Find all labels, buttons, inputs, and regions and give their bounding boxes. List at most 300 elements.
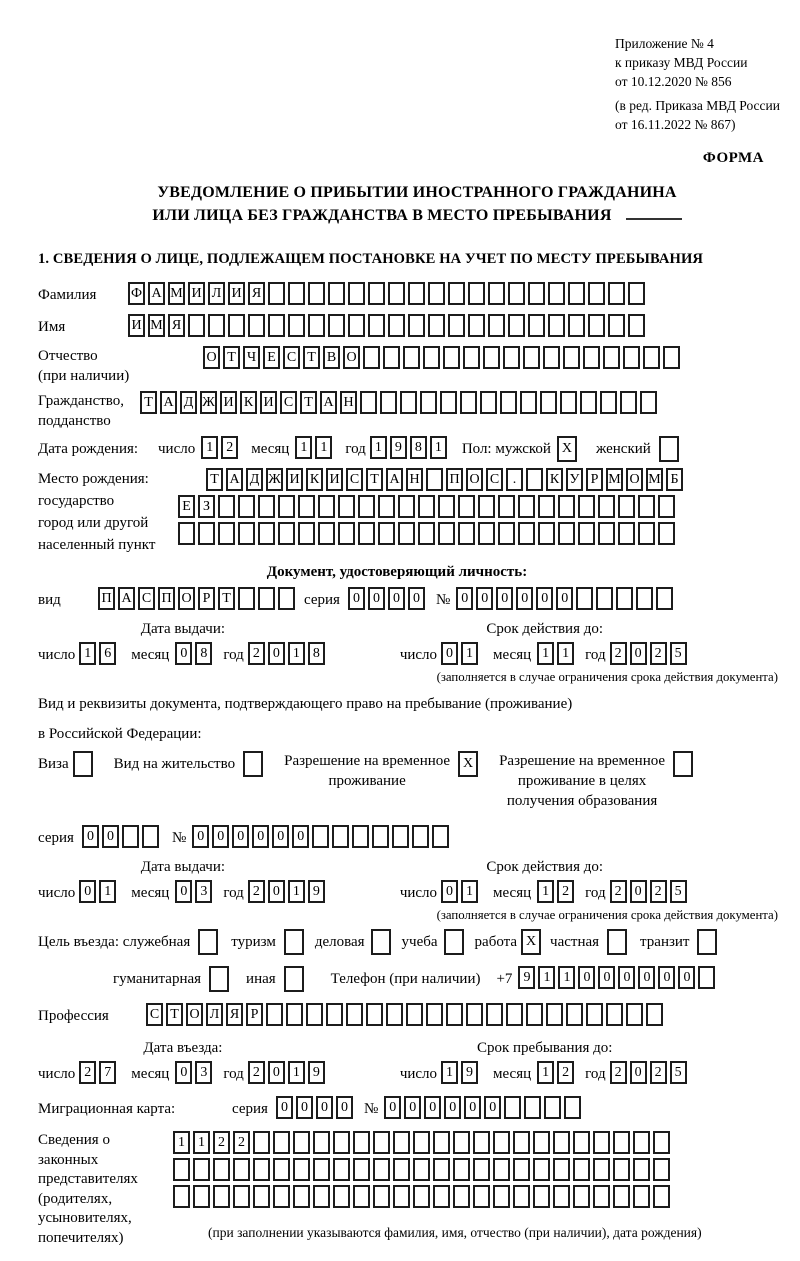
char-cell-empty xyxy=(548,314,565,337)
char-cell-filled: 2 xyxy=(557,880,574,903)
char-cell-filled: 2 xyxy=(248,880,265,903)
char-cell-filled: 0 xyxy=(424,1096,441,1119)
char-cell-filled: 0 xyxy=(638,966,655,989)
month-label: месяц xyxy=(493,885,532,901)
char-cell-empty xyxy=(433,1131,450,1154)
char-cell-filled: 3 xyxy=(195,1061,212,1084)
patronymic-cells xyxy=(203,346,683,369)
char-cell-empty xyxy=(573,1158,590,1181)
passport-issue-month-cells xyxy=(175,642,215,665)
char-cell-filled: 0 xyxy=(388,587,405,610)
char-cell-empty xyxy=(616,587,633,610)
char-cell-filled: И xyxy=(286,468,303,491)
char-cell-empty xyxy=(553,1185,570,1208)
char-cell-filled: 5 xyxy=(670,642,687,665)
char-cell-empty xyxy=(284,929,304,955)
stay-doc-valid-month-cells xyxy=(537,880,577,903)
char-cell-empty xyxy=(607,929,627,955)
char-cell-empty xyxy=(338,495,355,518)
char-cell-empty xyxy=(298,522,315,545)
char-cell-filled: Е xyxy=(263,346,280,369)
passport-valid-month-cells xyxy=(537,642,577,665)
char-cell-filled: 9 xyxy=(308,1061,325,1084)
tourism-label: туризм xyxy=(231,934,276,950)
char-cell-empty xyxy=(298,495,315,518)
char-cell-empty xyxy=(656,587,673,610)
passport-number-cells xyxy=(456,587,676,610)
purpose-tourism-checkbox xyxy=(284,929,307,955)
work-label: работа xyxy=(474,934,518,950)
char-cell-filled: X xyxy=(458,751,478,777)
stay-day-cells xyxy=(441,1061,481,1084)
char-cell-empty xyxy=(408,314,425,337)
number-label: № xyxy=(171,830,187,846)
entry-month-cells xyxy=(175,1061,215,1084)
char-cell-filled: У xyxy=(566,468,583,491)
char-cell-empty xyxy=(560,391,577,414)
year-label: год xyxy=(223,647,244,663)
stay-month-cells xyxy=(537,1061,577,1084)
purpose-label: Цель въезда: служебная xyxy=(38,934,191,950)
entry-date-col xyxy=(38,1038,328,1088)
char-cell-empty xyxy=(544,1096,561,1119)
char-cell-empty xyxy=(504,1096,521,1119)
birth-month-cells xyxy=(295,436,335,459)
char-cell-filled: 9 xyxy=(461,1061,478,1084)
char-cell-empty xyxy=(423,346,440,369)
char-cell-filled: Б xyxy=(666,468,683,491)
char-cell-empty xyxy=(538,522,555,545)
char-cell-filled: 0 xyxy=(348,587,365,610)
char-cell-filled: 0 xyxy=(272,825,289,848)
char-cell-empty xyxy=(663,346,680,369)
char-cell-filled: И xyxy=(260,391,277,414)
char-cell-empty xyxy=(478,495,495,518)
birth-place-row xyxy=(38,468,796,556)
char-cell-empty xyxy=(593,1158,610,1181)
purpose-study-checkbox xyxy=(444,929,467,955)
validity-footnote: (заполняется в случае ограничения срока действия документа) xyxy=(436,908,778,922)
char-cell-filled: 2 xyxy=(557,1061,574,1084)
char-cell-empty xyxy=(580,391,597,414)
char-cell-empty xyxy=(284,966,304,992)
header-line: к приказу МВД России xyxy=(615,55,748,70)
char-cell-empty xyxy=(518,495,535,518)
form-title xyxy=(38,181,796,227)
char-cell-filled: О xyxy=(178,587,195,610)
form-title-line1: УВЕДОМЛЕНИЕ О ПРИБЫТИИ ИНОСТРАННОГО ГРАЖДАНИНА xyxy=(157,184,677,201)
char-cell-filled: О xyxy=(203,346,220,369)
header-reference-block xyxy=(615,34,800,134)
char-cell-filled: М xyxy=(168,282,185,305)
char-cell-empty xyxy=(466,1003,483,1026)
char-cell-filled: А xyxy=(148,282,165,305)
purpose-other-checkbox xyxy=(284,966,307,992)
char-cell-filled: А xyxy=(320,391,337,414)
char-cell-empty xyxy=(238,587,255,610)
header-amendment-block xyxy=(615,96,800,134)
char-cell-empty xyxy=(528,282,545,305)
char-cell-empty xyxy=(526,468,543,491)
char-cell-filled: 1 xyxy=(557,642,574,665)
char-cell-filled: Р xyxy=(246,1003,263,1026)
char-cell-empty xyxy=(620,391,637,414)
month-label: месяц xyxy=(131,647,170,663)
char-cell-filled: 0 xyxy=(658,966,675,989)
char-cell-empty xyxy=(293,1158,310,1181)
char-cell-filled: 0 xyxy=(102,825,119,848)
stay-doc-issue-col xyxy=(38,857,328,907)
char-cell-filled: О xyxy=(466,468,483,491)
header-line: Приложение № 4 xyxy=(615,36,714,51)
number-label: № xyxy=(363,1101,379,1117)
purpose-row2-phone xyxy=(113,966,796,993)
header-line: (в ред. Приказа МВД России xyxy=(615,98,780,113)
char-cell-filled: 0 xyxy=(536,587,553,610)
char-cell-filled: Т xyxy=(206,468,223,491)
char-cell-empty xyxy=(633,1185,650,1208)
char-cell-empty xyxy=(426,468,443,491)
char-cell-filled: 0 xyxy=(268,1061,285,1084)
char-cell-empty xyxy=(233,1185,250,1208)
char-cell-empty xyxy=(353,1185,370,1208)
char-cell-empty xyxy=(348,282,365,305)
rvp-label: Разрешение на временное проживание xyxy=(284,753,451,789)
char-cell-empty xyxy=(213,1185,230,1208)
char-cell-empty xyxy=(500,391,517,414)
char-cell-filled: Я xyxy=(168,314,185,337)
char-cell-empty xyxy=(698,966,715,989)
char-cell-filled: 0 xyxy=(408,587,425,610)
char-cell-filled: 2 xyxy=(650,1061,667,1084)
char-cell-filled: 1 xyxy=(288,1061,305,1084)
char-cell-empty xyxy=(373,1158,390,1181)
char-cell-empty xyxy=(353,1158,370,1181)
char-cell-filled: С xyxy=(283,346,300,369)
char-cell-empty xyxy=(568,282,585,305)
profession-row xyxy=(38,1003,796,1030)
stay-doc-issue-month-cells xyxy=(175,880,215,903)
char-cell-empty xyxy=(273,1158,290,1181)
char-cell-empty xyxy=(633,1131,650,1154)
char-cell-filled: 9 xyxy=(390,436,407,459)
char-cell-empty xyxy=(273,1185,290,1208)
char-cell-empty xyxy=(413,1185,430,1208)
char-cell-empty xyxy=(468,282,485,305)
representatives-label: Сведения о законных представителях (родителях, усыновителях, попечителях) xyxy=(38,1132,138,1246)
birth-place-cells-row1 xyxy=(206,468,686,491)
stay-doc-text-line1: Вид и реквизиты документа, подтверждающего право на пребывание (проживание) xyxy=(38,696,573,712)
char-cell-filled: 0 xyxy=(476,587,493,610)
stay-doc-series-cells xyxy=(82,825,162,848)
char-cell-filled: Д xyxy=(180,391,197,414)
char-cell-empty xyxy=(373,1131,390,1154)
char-cell-empty xyxy=(278,522,295,545)
residence-permit-label: Вид на жительство xyxy=(113,756,236,772)
char-cell-empty xyxy=(366,1003,383,1026)
char-cell-filled: И xyxy=(228,282,245,305)
stay-doc-dates-block xyxy=(38,857,796,907)
char-cell-filled: 0 xyxy=(232,825,249,848)
char-cell-empty xyxy=(268,282,285,305)
char-cell-empty xyxy=(266,1003,283,1026)
char-cell-empty xyxy=(358,522,375,545)
day-label: число xyxy=(399,885,438,901)
char-cell-empty xyxy=(218,495,235,518)
char-cell-empty xyxy=(553,1158,570,1181)
char-cell-empty xyxy=(346,1003,363,1026)
char-cell-filled: 0 xyxy=(404,1096,421,1119)
char-cell-filled: 1 xyxy=(537,1061,554,1084)
char-cell-empty xyxy=(313,1158,330,1181)
char-cell-filled: Р xyxy=(198,587,215,610)
char-cell-filled: М xyxy=(606,468,623,491)
char-cell-filled: 5 xyxy=(670,880,687,903)
passport-valid-col xyxy=(400,619,690,669)
char-cell-filled: П xyxy=(158,587,175,610)
phone-label: Телефон (при наличии) xyxy=(330,971,481,987)
char-cell-filled: 0 xyxy=(630,1061,647,1084)
char-cell-empty xyxy=(568,314,585,337)
char-cell-filled: 0 xyxy=(336,1096,353,1119)
profession-cells xyxy=(146,1003,666,1026)
char-cell-empty xyxy=(388,282,405,305)
char-cell-filled: 0 xyxy=(316,1096,333,1119)
char-cell-filled: Е xyxy=(178,495,195,518)
char-cell-empty xyxy=(540,391,557,414)
char-cell-empty xyxy=(273,1131,290,1154)
char-cell-filled: 1 xyxy=(538,966,555,989)
char-cell-empty xyxy=(198,522,215,545)
char-cell-empty xyxy=(533,1185,550,1208)
char-cell-filled: 9 xyxy=(518,966,535,989)
char-cell-empty xyxy=(308,314,325,337)
char-cell-empty xyxy=(598,495,615,518)
char-cell-filled: 3 xyxy=(195,880,212,903)
char-cell-filled: 0 xyxy=(175,642,192,665)
char-cell-filled: 0 xyxy=(678,966,695,989)
char-cell-empty xyxy=(408,282,425,305)
char-cell-empty xyxy=(653,1158,670,1181)
char-cell-empty xyxy=(638,522,655,545)
char-cell-empty xyxy=(483,346,500,369)
char-cell-filled: М xyxy=(646,468,663,491)
char-cell-empty xyxy=(653,1131,670,1154)
char-cell-empty xyxy=(412,825,429,848)
migration-number-cells xyxy=(384,1096,584,1119)
birth-date-row xyxy=(38,436,796,463)
char-cell-filled: 2 xyxy=(650,880,667,903)
char-cell-empty xyxy=(588,282,605,305)
char-cell-empty xyxy=(392,825,409,848)
char-cell-filled: 1 xyxy=(370,436,387,459)
title-blank-underline xyxy=(626,206,682,220)
char-cell-filled: 1 xyxy=(288,880,305,903)
name-label: Имя xyxy=(38,319,66,335)
char-cell-empty xyxy=(658,522,675,545)
char-cell-empty xyxy=(368,282,385,305)
char-cell-empty xyxy=(513,1185,530,1208)
char-cell-empty xyxy=(278,495,295,518)
char-cell-empty xyxy=(358,495,375,518)
char-cell-filled: 1 xyxy=(537,880,554,903)
char-cell-empty xyxy=(440,391,457,414)
char-cell-filled: 0 xyxy=(192,825,209,848)
char-cell-empty xyxy=(608,282,625,305)
char-cell-empty xyxy=(538,495,555,518)
char-cell-empty xyxy=(388,314,405,337)
char-cell-empty xyxy=(398,522,415,545)
valid-until-label: Срок действия до: xyxy=(486,859,604,875)
char-cell-empty xyxy=(633,1158,650,1181)
char-cell-empty xyxy=(173,1158,190,1181)
name-row xyxy=(38,314,796,341)
char-cell-empty xyxy=(558,522,575,545)
char-cell-filled: 1 xyxy=(537,642,554,665)
char-cell-empty xyxy=(378,522,395,545)
char-cell-filled: 8 xyxy=(308,642,325,665)
char-cell-filled: 1 xyxy=(430,436,447,459)
char-cell-filled: Т xyxy=(218,587,235,610)
char-cell-filled: 0 xyxy=(252,825,269,848)
valid-until-label: Срок действия до: xyxy=(486,621,604,637)
char-cell-empty xyxy=(623,346,640,369)
header-line: от 10.12.2020 № 856 xyxy=(615,74,732,89)
char-cell-filled: Л xyxy=(206,1003,223,1026)
char-cell-filled: С xyxy=(280,391,297,414)
char-cell-empty xyxy=(333,1158,350,1181)
day-label: число xyxy=(38,885,76,901)
char-cell-filled: К xyxy=(306,468,323,491)
char-cell-empty xyxy=(348,314,365,337)
char-cell-empty xyxy=(533,1131,550,1154)
char-cell-filled: 0 xyxy=(384,1096,401,1119)
char-cell-filled: А xyxy=(160,391,177,414)
header-line: от 16.11.2022 № 867) xyxy=(615,117,736,132)
char-cell-empty xyxy=(583,346,600,369)
char-cell-empty xyxy=(598,522,615,545)
char-cell-empty xyxy=(473,1185,490,1208)
char-cell-empty xyxy=(546,1003,563,1026)
char-cell-filled: Ф xyxy=(128,282,145,305)
passport-dates-block xyxy=(38,619,796,669)
study-label: учеба xyxy=(401,934,438,950)
passport-issue-year-cells xyxy=(248,642,328,665)
series-label: серия xyxy=(304,592,340,608)
representatives-cells-row3 xyxy=(173,1185,673,1208)
char-cell-empty xyxy=(498,495,515,518)
migration-card-row xyxy=(38,1096,796,1123)
char-cell-empty xyxy=(548,282,565,305)
char-cell-filled: 2 xyxy=(221,436,238,459)
passport-valid-day-cells xyxy=(441,642,481,665)
issue-date-label: Дата выдачи: xyxy=(140,621,226,637)
char-cell-empty xyxy=(564,1096,581,1119)
char-cell-empty xyxy=(418,495,435,518)
day-label: число xyxy=(399,647,438,663)
char-cell-empty xyxy=(588,314,605,337)
char-cell-empty xyxy=(458,522,475,545)
stay-doc-valid-year-cells xyxy=(610,880,690,903)
char-cell-empty xyxy=(363,346,380,369)
char-cell-filled: . xyxy=(506,468,523,491)
stay-doc-text-line2: в Российской Федерации: xyxy=(38,726,202,742)
char-cell-filled: 1 xyxy=(461,642,478,665)
passport-issue-day-cells xyxy=(79,642,119,665)
char-cell-filled: 9 xyxy=(308,880,325,903)
birth-place-label: Место рождения: государство город или другой населенный пункт xyxy=(38,471,156,553)
char-cell-filled: 1 xyxy=(173,1131,190,1154)
phone-prefix: +7 xyxy=(496,971,513,987)
char-cell-empty xyxy=(600,391,617,414)
char-cell-empty xyxy=(503,346,520,369)
year-label: год xyxy=(223,885,244,901)
char-cell-empty xyxy=(398,495,415,518)
identity-doc-row xyxy=(38,587,796,614)
char-cell-empty xyxy=(318,522,335,545)
char-cell-filled: X xyxy=(521,929,541,955)
char-cell-filled: 0 xyxy=(368,587,385,610)
char-cell-empty xyxy=(428,314,445,337)
char-cell-filled: С xyxy=(138,587,155,610)
char-cell-empty xyxy=(393,1131,410,1154)
char-cell-empty xyxy=(438,522,455,545)
char-cell-empty xyxy=(312,825,329,848)
char-cell-empty xyxy=(460,391,477,414)
char-cell-empty xyxy=(253,1185,270,1208)
char-cell-empty xyxy=(278,587,295,610)
citizenship-label: Гражданство, подданство xyxy=(38,393,125,429)
char-cell-empty xyxy=(473,1131,490,1154)
char-cell-filled: 2 xyxy=(79,1061,96,1084)
year-label: год xyxy=(345,441,366,457)
char-cell-empty xyxy=(288,314,305,337)
char-cell-empty xyxy=(659,436,679,462)
char-cell-filled: 0 xyxy=(441,642,458,665)
char-cell-filled: 1 xyxy=(99,880,116,903)
char-cell-empty xyxy=(418,522,435,545)
char-cell-empty xyxy=(393,1158,410,1181)
char-cell-filled: 2 xyxy=(610,642,627,665)
visa-label: Виза xyxy=(38,756,69,772)
char-cell-filled: 1 xyxy=(558,966,575,989)
representatives-cellrows xyxy=(173,1131,673,1212)
char-cell-filled: 0 xyxy=(464,1096,481,1119)
char-cell-empty xyxy=(413,1158,430,1181)
char-cell-empty xyxy=(333,1131,350,1154)
char-cell-filled: 0 xyxy=(630,880,647,903)
stay-doc-checkbox-row xyxy=(38,751,796,811)
char-cell-filled: Ч xyxy=(243,346,260,369)
char-cell-empty xyxy=(198,929,218,955)
char-cell-empty xyxy=(603,346,620,369)
char-cell-filled: 1 xyxy=(461,880,478,903)
rvp-edu-checkbox xyxy=(673,751,696,777)
char-cell-empty xyxy=(193,1185,210,1208)
char-cell-empty xyxy=(142,825,159,848)
char-cell-filled: З xyxy=(198,495,215,518)
char-cell-filled: Т xyxy=(303,346,320,369)
char-cell-empty xyxy=(626,1003,643,1026)
char-cell-empty xyxy=(613,1158,630,1181)
char-cell-empty xyxy=(213,1158,230,1181)
representatives-footnote: (при заполнении указываются фамилия, имя, отчество (при наличии), дата рождения) xyxy=(208,1225,702,1240)
form-title-line2: ИЛИ ЛИЦА БЕЗ ГРАЖДАНСТВА В МЕСТО ПРЕБЫВАНИЯ xyxy=(38,204,796,227)
char-cell-empty xyxy=(658,495,675,518)
char-cell-empty xyxy=(697,929,717,955)
char-cell-empty xyxy=(506,1003,523,1026)
char-cell-empty xyxy=(563,346,580,369)
